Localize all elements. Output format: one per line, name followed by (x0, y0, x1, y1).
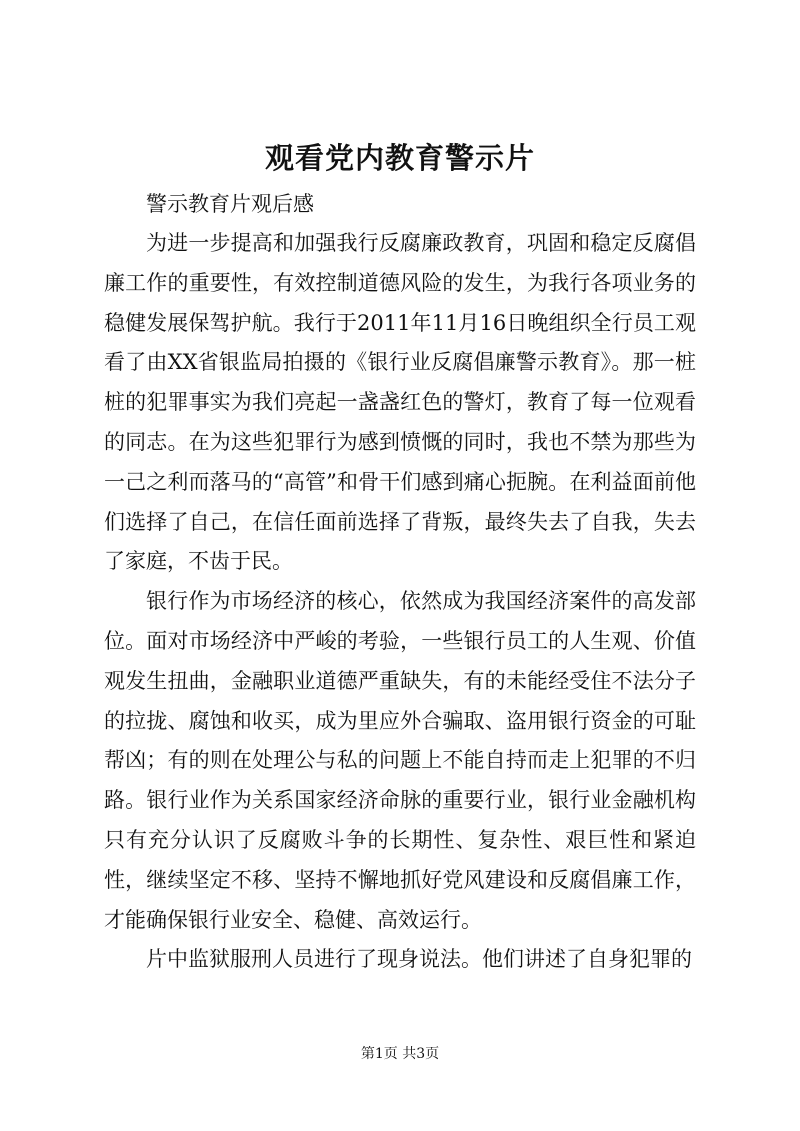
document-subtitle: 警示教育片观后感 (146, 192, 314, 216)
page-footer: 第1页 共3页 (360, 1046, 440, 1062)
paragraph-2: 银行作为市场经济的核心，依然成为我国经济案件的高发部位。面对市场经济中严峻的考验，一些银行员工的人生观、价值观发生扭曲，金融职业道德严重缺失，有的未能经受住不法分子的拉拢、腐蚀和收买，成为里应外合骗取、盗用银行资金的可耻帮凶；有的则在处理公与私的问题上不能自持而走上犯罪的不归路。银行业作为关系国家经济命脉的重要行业，银行业金融机构只有充分认识了反腐败斗争的长期性、复杂性、艰巨性和紧迫性，继续坚定不移、坚持不懈地抓好党风建设和反腐倡廉工作，才能确保银行业安全、稳健、高效运行。 (104, 589, 696, 932)
paragraph-1: 为进一步提高和加强我行反腐廉政教育，巩固和稳定反腐倡廉工作的重要性，有效控制道德风险的发生，为我行各项业务的稳健发展保驾护航。我行于2011年11月16日晚组织全行员工观看了由XX省银监局拍摄的《银行业反腐倡廉警示教育》。那一桩桩的犯罪事实为我们亮起一盏盏红色的警灯，教育了每一位观看的同志。在为这些犯罪行为感到愤慨的同时，我也不禁为那些为一己之利而落马的“高管”和骨干们感到痛心扼腕。在利益面前他们选择了自己，在信任面前选择了背叛，最终失去了自我，失去了家庭，不齿于民。 (104, 231, 696, 574)
document-title: 观看党内教育警示片 (264, 141, 535, 175)
paragraph-3: 片中监狱服刑人员进行了现身说法。他们讲述了自身犯罪的 (146, 947, 692, 972)
document-body (104, 224, 696, 980)
